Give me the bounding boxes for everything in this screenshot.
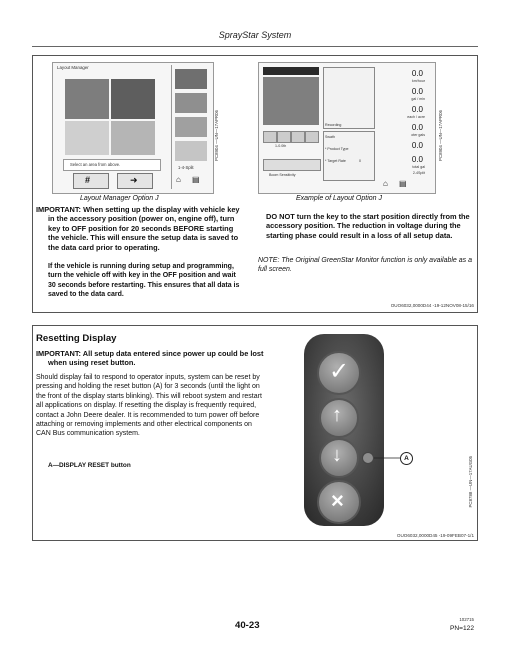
setup-paragraph-left: If the vehicle is running during setup and programming, turn the vehicle off with key in the OFF position and wait 30 seconds before restarting. This ensures that all data is saved to the data card.	[48, 263, 240, 299]
layout-thumbnail-strip	[171, 65, 210, 189]
zoom-in-button[interactable]	[305, 131, 319, 143]
section2-ref-code: OUO6032,0000D45 -19-09FEB07-1/1	[396, 533, 474, 538]
figure-layout-manager	[52, 62, 214, 194]
thumbnail-1[interactable]	[175, 69, 207, 89]
select-area-box	[63, 159, 161, 171]
figure3-code: PC8788 —UN—17AUG05	[468, 456, 473, 508]
reset-instructions: Should display fail to respond to operator inputs, system can be reset by pressing and holding the reset button (A) for 3 seconds (until the light on the front of the display starts blinking). This will reboot system and restart all applications on display. If resetting the display is frequently required, contact a John Deere dealer. It is recommended to turn power off before attaching or removing implements and other electrical components on CAN Bus communication system.	[36, 374, 262, 438]
figure2-code: PC8904 —UN—17APR06	[438, 110, 443, 162]
thumbnail-3[interactable]	[175, 117, 207, 137]
zoom-out-button[interactable]	[263, 131, 277, 143]
rate-label: 1-0.0th	[275, 144, 287, 148]
header-rule	[32, 46, 478, 47]
menu-icon[interactable]: ▤	[192, 175, 200, 184]
layout-cell-top-left	[65, 79, 109, 119]
important-reset: IMPORTANT: All setup data entered since power up could be lost when using reset button.	[36, 349, 264, 368]
boom-sensitivity-label: Boom Sensitivity	[269, 173, 296, 177]
footer-pn: PN=122	[449, 625, 474, 632]
arrow-up-icon: ↑	[332, 404, 342, 426]
note-greenstar: NOTE: The Original GreenStar Monitor function is only available as a full screen.	[258, 257, 472, 273]
select-area-text: Select an area from above.	[70, 162, 121, 167]
thumbnail-4[interactable]	[175, 141, 207, 161]
home-icon[interactable]: ⌂	[176, 175, 181, 184]
config-panel-top	[323, 67, 375, 129]
important-setup-right: DO NOT turn the key to the start position directly from the accessory position. The reduction in voltage during the starting phase could result in a loss of all setup data.	[266, 212, 470, 240]
readout-total: 0.0	[411, 155, 423, 164]
readout-flow-unit: gal / min	[411, 97, 425, 101]
home-icon-2[interactable]: ⌂	[383, 179, 388, 188]
section-label: Swath	[325, 135, 335, 139]
arrow-right-icon: ➜	[130, 175, 138, 185]
layout-cancel-button[interactable]	[73, 173, 109, 189]
readout-other-unit: oter gals	[411, 133, 425, 137]
page-header: SprayStar System	[218, 30, 292, 40]
layout-next-button[interactable]	[117, 173, 153, 189]
section2-title: Resetting Display	[36, 333, 117, 344]
page-number: 40-23	[235, 620, 260, 631]
layout-cell-bottom-right	[111, 121, 155, 155]
layout-manager-label: Layout Manager	[57, 65, 89, 70]
close-icon: ×	[331, 488, 344, 513]
figure-control-pad	[298, 330, 416, 530]
readout-area: 0.0	[411, 141, 423, 150]
up-button[interactable]	[319, 398, 359, 438]
hash-icon: #	[85, 175, 91, 185]
readout-rate: 0.0	[411, 105, 423, 114]
important-setup-left: IMPORTANT: When setting up the display with vehicle key in the accessory position (power on, engine off), turn key to OFF position for 20 seconds BEFORE starting the vehicle. This will ensure the setup data is saved to the data card prior to operating.	[36, 205, 240, 252]
callout-a	[400, 452, 413, 465]
layout-cell-bottom-left	[65, 121, 109, 155]
pan-right-button[interactable]	[291, 131, 305, 143]
side-split-label: 1-4-Split	[178, 165, 194, 170]
cancel-button[interactable]	[317, 480, 361, 524]
pan-left-button[interactable]	[277, 131, 291, 143]
readout-column	[379, 67, 431, 189]
reset-legend: A—DISPLAY RESET button	[48, 462, 131, 469]
figure1-caption: Layout Manager Option J	[80, 195, 159, 202]
map-area	[263, 77, 319, 125]
recording-label: Recording	[325, 123, 342, 127]
readout-other: 0.0	[411, 123, 423, 132]
readout-flow: 0.0	[411, 87, 423, 96]
figure-layout-example	[258, 62, 436, 194]
product-type-label: * Product Type	[325, 147, 349, 151]
readout-rate-unit: each / acre	[407, 115, 425, 119]
footer-small-code: 102715	[459, 617, 474, 622]
check-icon: ✓	[329, 358, 350, 385]
arrow-down-icon: ↓	[332, 444, 342, 466]
section1-ref-code: OUO6032,0000D44 -19-12NOV08-15/16	[390, 303, 474, 308]
rate-adjust-control[interactable]	[263, 159, 321, 171]
side-split-label-2: 2-4Split	[412, 171, 425, 175]
menu-icon-2[interactable]: ▤	[399, 179, 407, 188]
layout-cell-top-right	[111, 79, 155, 119]
readout-total-unit: total gal	[412, 165, 425, 169]
target-rate-label: * Target Rate	[325, 159, 346, 163]
down-button[interactable]	[319, 438, 359, 478]
map-toolbar	[263, 67, 319, 75]
confirm-button[interactable]	[317, 351, 361, 395]
figure2-caption: Example of Layout Option J	[296, 195, 382, 202]
readout-speed-unit: km/hour	[412, 79, 425, 83]
readout-speed: 0.0	[411, 69, 423, 78]
callout-a-label: A	[404, 455, 409, 462]
target-rate-value: 0	[359, 159, 361, 163]
map-control-row	[263, 131, 319, 141]
thumbnail-2[interactable]	[175, 93, 207, 113]
figure1-code: PC8904 —UN—17APR06	[214, 110, 219, 162]
